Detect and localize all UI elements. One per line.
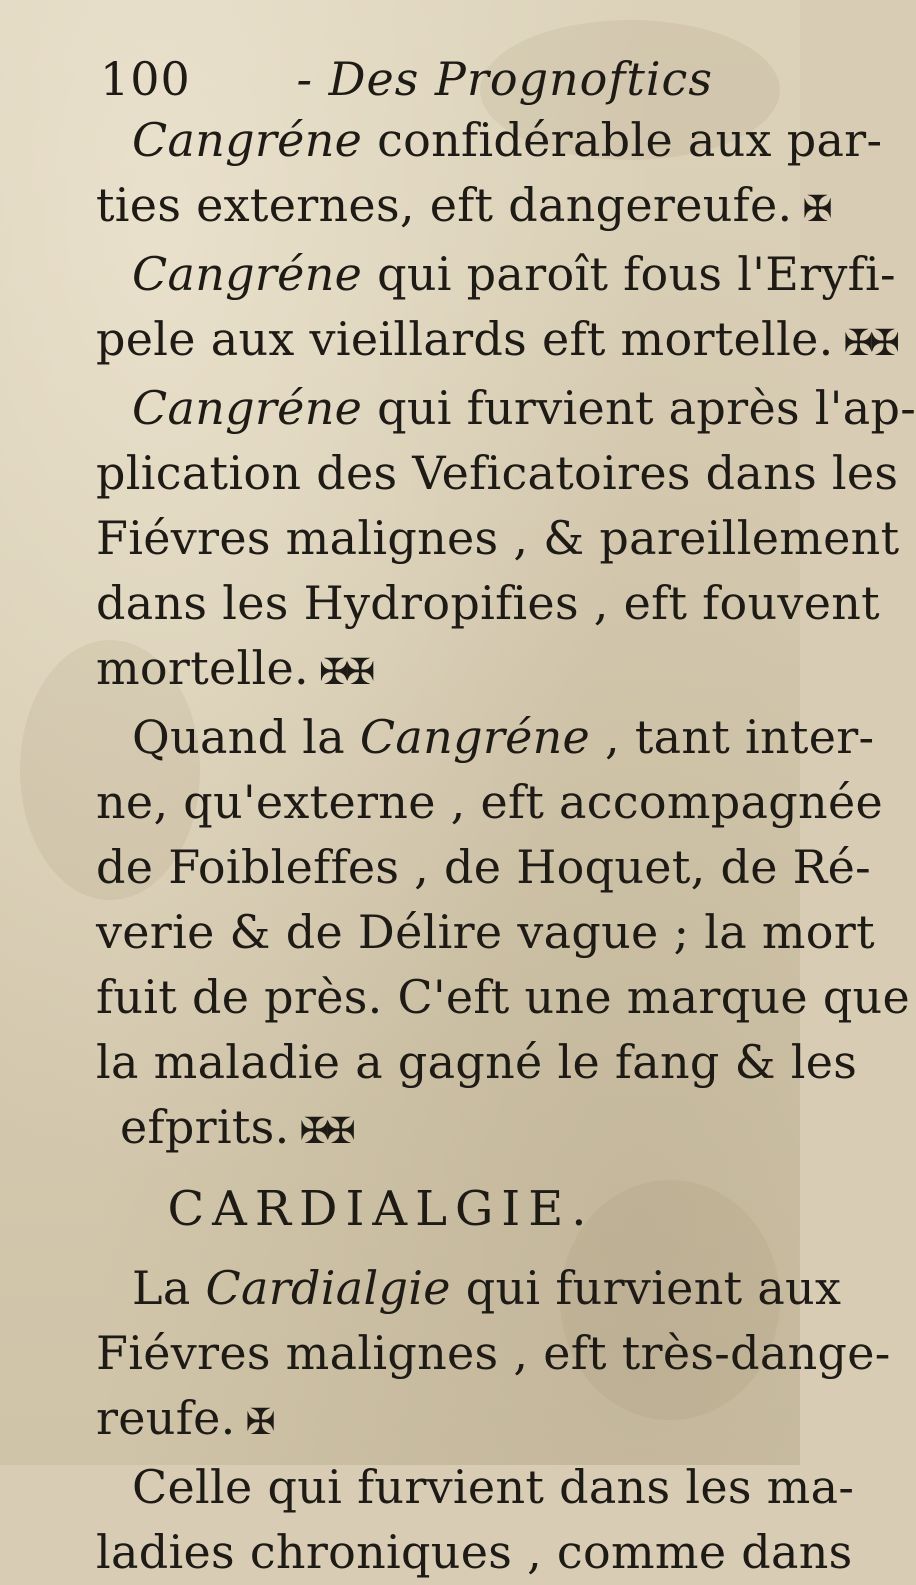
italic-term: Cangréne: [132, 247, 363, 301]
text-line: [96, 705, 875, 770]
text-span: pele aux vieillards eft mortelle.: [96, 312, 834, 366]
text-span: Quand la: [132, 710, 360, 764]
italic-term: Cangréne: [132, 113, 363, 167]
text-span: qui furvient aux: [450, 1261, 842, 1315]
text-span: confidérable aux par-: [362, 113, 883, 167]
text-line: [96, 1386, 786, 1455]
double-cross-mark-icon: ✠✠: [318, 652, 372, 693]
section-heading: CARDIALGIE.: [167, 1181, 595, 1237]
text-line: de Foibleffes , de Hoquet, de Ré-: [96, 840, 871, 894]
text-line: [96, 307, 896, 376]
text-span: qui furvient après l'ap-: [362, 381, 916, 435]
cross-mark-icon: ✠: [802, 189, 829, 230]
text-line: plication des Veficatoires dans les: [96, 446, 899, 500]
text-line: dans les Hydropifies , eft fouvent: [96, 576, 880, 630]
text-line: fuit de près. C'eft une marque que: [96, 970, 911, 1024]
text-span: ties externes, eft dangereufe.: [96, 178, 793, 232]
double-cross-mark-icon: ✠✠: [299, 1111, 352, 1152]
text-span: reufe.: [96, 1391, 236, 1445]
text-line: [96, 1095, 786, 1164]
body-text: [96, 108, 916, 1585]
text-line: [96, 376, 916, 441]
text-span: La: [132, 1261, 206, 1315]
text-line: Fiévres malignes , & pareillement: [96, 511, 900, 565]
italic-term: Cangréne: [132, 381, 363, 435]
running-title: - Des Prognoftics: [296, 52, 713, 106]
text-span: qui paroît fous l'Eryfi-: [362, 247, 896, 301]
text-line: Fiévres malignes , eft très-dange-: [96, 1326, 891, 1380]
text-line: verie & de Délire vague ; la mort: [96, 905, 875, 959]
double-cross-mark-icon: ✠✠: [843, 323, 896, 364]
text-line: [96, 242, 896, 307]
text-span: efprits.: [120, 1100, 290, 1154]
page-number: 100: [100, 52, 191, 106]
text-line: [96, 1256, 842, 1321]
text-line: Celle qui furvient dans les ma-: [132, 1460, 855, 1514]
italic-term: Cangréne: [359, 710, 591, 764]
text-line: la maladie a gagné le fang & les: [96, 1035, 858, 1089]
page-header: [100, 52, 713, 106]
text-line: ladies chroniques , comme dans: [96, 1525, 853, 1579]
text-line: [96, 108, 883, 173]
text-line: ne, qu'externe , eft accompagnée: [96, 775, 883, 829]
text-span: , tant inter-: [590, 710, 875, 764]
italic-term: Cardialgie: [205, 1261, 451, 1315]
cross-mark-icon: ✠: [245, 1402, 272, 1443]
text-line: [96, 173, 829, 242]
text-span: mortelle.: [96, 641, 309, 695]
text-line: [96, 636, 786, 705]
